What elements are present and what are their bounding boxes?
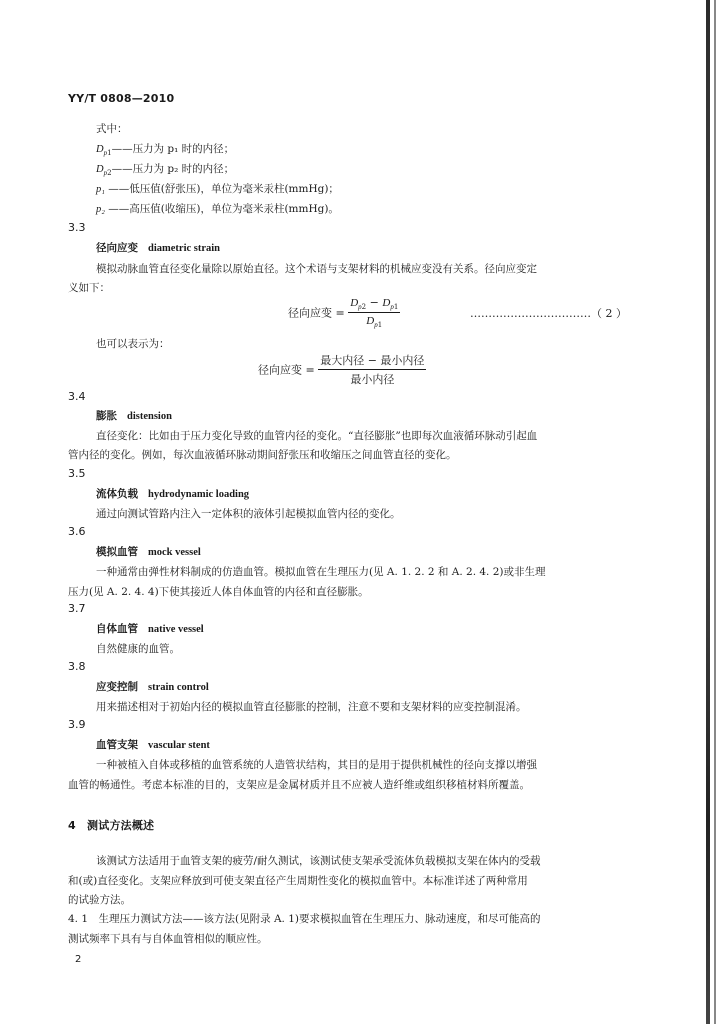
equation-2: 径向应变 = $\frac{D_{p2} - D_{p1}}{D_{p1}}$ [288, 296, 399, 330]
page-number: 2 [75, 954, 82, 965]
section-3-4-number: 3.4 [68, 390, 86, 403]
equation-2-fraction: $\frac{D_{p2} - D_{p1}}{D_{p1}}$ [350, 296, 399, 330]
s3-9-line2: 血管的畅通性。考虑本标准的目的，支架应是金属材质并且不应被人造纤维或组织移植材料所覆盖。 [68, 779, 530, 791]
section-3-9-number: 3.9 [68, 718, 86, 731]
section-3-3-number: 3.3 [68, 221, 86, 234]
section-4-heading: 4 测试方法概述 [68, 819, 155, 832]
standard-number: YY/T 0808—2010 [68, 92, 175, 105]
section-3-6-number: 3.6 [68, 525, 86, 538]
var-p2: p₂ ——高压值(收缩压)，单位为毫米汞柱(mmHg)。 [96, 203, 339, 215]
term-mock-vessel: 模拟血管 mock vessel [96, 546, 201, 558]
s3-3-line1: 模拟动脉血管直径变化量除以原始直径。这个术语与支架材料的机械应变没有关系。径向应变定 [96, 263, 537, 275]
var-p1: p₁ ——低压值(舒张压)，单位为毫米汞柱(mmHg)； [96, 183, 339, 195]
term-hydrodynamic-loading: 流体负载 hydrodynamic loading [96, 488, 250, 500]
s4-para1-line1: 该测试方法适用于血管支架的疲劳/耐久测试，该测试使支架承受流体负载模拟支架在体内的受载 [96, 855, 541, 867]
s3-8-line1: 用来描述相对于初始内径的模拟血管直径膨胀的控制，注意不要和支架材料的应变控制混淆。 [96, 701, 527, 713]
term-distension: 膨胀 distension [96, 410, 172, 422]
also-expressed: 也可以表示为： [96, 338, 170, 350]
s4-1-line2: 测试频率下具有与自体血管相似的顺应性。 [68, 933, 268, 945]
s3-3-line2: 义如下： [68, 282, 110, 294]
s4-1-line1: 4. 1 生理压力测试方法——该方法(见附录 A. 1)要求模拟血管在生理压力、脉动速度，和尽可能高的 [68, 913, 541, 925]
var-dp1: $D_{p1}——$压力为 p₁ 时的内径； [96, 143, 235, 158]
s4-para1-line3: 的试验方法。 [68, 894, 131, 906]
s3-4-line1: 直径变化：比如由于压力变化导致的血管内径的变化。“直径膨胀”也即每次血液循环脉动引起血 [96, 430, 538, 442]
equation-2-ref: ……………………………（ 2 ） [470, 307, 627, 320]
term-native-vessel: 自体血管 native vessel [96, 623, 204, 635]
section-3-5-number: 3.5 [68, 467, 86, 480]
term-diametric-strain: 径向应变 diametric strain [96, 242, 221, 254]
s3-9-line1: 一种被植入自体或移植的血管系统的人造管状结构，其目的是用于提供机械性的径向支撑以增强 [96, 759, 537, 771]
equation-alt: 径向应变 = $\frac{\text{最大内径 − 最小内径}}{\text{最小内径}}$ [258, 354, 425, 386]
scan-edge-shadow [706, 0, 710, 1024]
s4-para1-line2: 和(或)直径变化。支架应释放到可使支架直径产生周期性变化的模拟血管中。本标准详述了两种常用 [68, 875, 528, 887]
s3-7-line1: 自然健康的血管。 [96, 643, 180, 655]
s3-6-line2: 压力(见 A. 2. 4. 4)下使其接近人体自体血管的内径和直径膨胀。 [68, 586, 369, 598]
section-3-7-number: 3.7 [68, 602, 86, 615]
term-vascular-stent: 血管支架 vascular stent [96, 739, 210, 751]
term-strain-control: 应变控制 strain control [96, 681, 209, 693]
s3-4-line2: 管内径的变化。例如，每次血液循环脉动期间舒张压和收缩压之间血管直径的变化。 [68, 449, 457, 461]
section-3-8-number: 3.8 [68, 660, 86, 673]
formula-intro: 式中： [96, 123, 128, 135]
equation-alt-fraction: $\frac{\text{最大内径 − 最小内径}}{\text{最小内径}}$ [320, 354, 425, 386]
s3-5-line1: 通过向测试管路内注入一定体积的液体引起模拟血管内径的变化。 [96, 508, 401, 520]
s3-6-line1: 一种通常由弹性材料制成的仿造血管。模拟血管在生理压力(见 A. 1. 2. 2 和 A. 2. 4. 2)或非生理 [96, 566, 546, 578]
var-dp2: $D_{p2}——$压力为 p₂ 时的内径； [96, 163, 235, 178]
